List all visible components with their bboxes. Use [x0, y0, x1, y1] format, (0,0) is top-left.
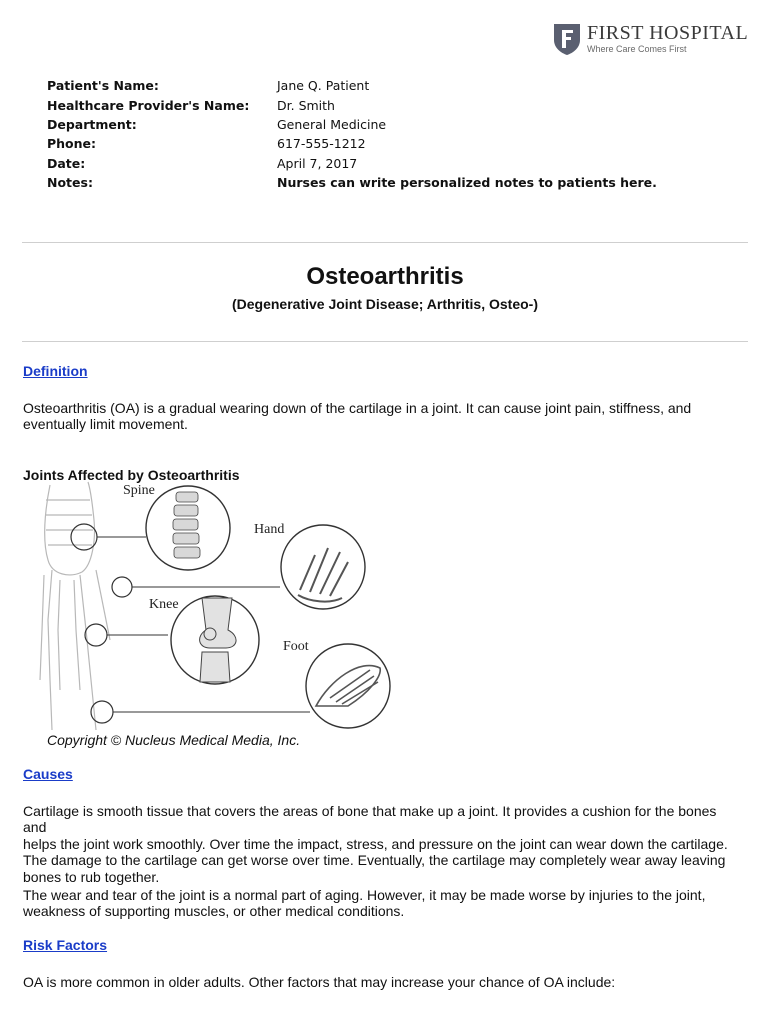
divider [22, 242, 748, 243]
field-label: Patient's Name: [47, 78, 159, 94]
field-value [277, 175, 657, 190]
field-value: April 7, 2017 [277, 155, 358, 171]
spine-icon [173, 492, 200, 558]
field-label: Department: [47, 116, 137, 132]
shield-f-icon [553, 22, 581, 56]
causes-text-2 [23, 887, 743, 920]
field-label: Healthcare Provider's Name: [47, 97, 250, 113]
divider [22, 341, 748, 342]
notes-text: Nurses can write personalized notes to patients here. [277, 175, 657, 191]
text-line: OA is more common in older adults. Other factors that may increase your chance of OA include: [23, 974, 616, 990]
field-label: Notes: [47, 175, 93, 191]
text-line: The wear and tear of the joint is a normal part of aging. However, it may be made worse by injuries to the joint, [23, 887, 706, 903]
field-value: Jane Q. Patient [277, 78, 370, 94]
definition-link[interactable]: Definition [23, 363, 88, 379]
label-knee: Knee [149, 597, 179, 612]
label-hand: Hand [254, 522, 285, 537]
provider-name-row [47, 95, 657, 114]
patient-info [47, 76, 657, 192]
page-subtitle: (Degenerative Joint Disease; Arthritis, Osteo-) [231, 296, 538, 312]
label-foot: Foot [283, 639, 309, 654]
text-line: helps the joint work smoothly. Over time the impact, stress, and pressure on the joint can wear down the cartilage. [23, 835, 728, 852]
label-spine: Spine [123, 483, 155, 498]
field-value: General Medicine [277, 116, 387, 132]
text-line: Osteoarthritis (OA) is a gradual wearing down of the cartilage in a joint. It can cause joint pain, stiffness, and [23, 400, 692, 416]
text-line: Cartilage is smooth tissue that covers the areas of bone that make up a joint. It provides a cushion for the bones and [23, 803, 717, 836]
logo-tagline: Where Care Comes First [587, 44, 687, 54]
page-title: Osteoarthritis [306, 263, 464, 290]
hospital-logo [553, 22, 748, 56]
causes-text [23, 803, 743, 885]
field-label: Date: [47, 155, 86, 171]
text-line: The damage to the cartilage can get worse over time. Eventually, the cartilage may completely wear away leaving [23, 852, 726, 869]
field-value: 617-555-1212 [277, 136, 366, 152]
causes-link[interactable]: Causes [23, 766, 73, 782]
risk-factors-link[interactable]: Risk Factors [23, 937, 108, 953]
figure-caption: Copyright © Nucleus Medical Media, Inc. [47, 732, 301, 748]
risk-factors-intro [23, 974, 743, 990]
joints-illustration [30, 480, 410, 730]
field-value: Dr. Smith [277, 97, 335, 113]
patient-name-row [47, 76, 657, 95]
department-row [47, 115, 657, 134]
notes-row [47, 173, 657, 192]
phone-row [47, 134, 657, 153]
date-row [47, 154, 657, 173]
definition-text [23, 400, 743, 433]
skeleton-icon [40, 482, 110, 730]
field-label: Phone: [47, 136, 97, 152]
text-line: eventually limit movement. [23, 416, 188, 433]
text-line: bones to rub together. [23, 868, 160, 885]
text-line: weakness of supporting muscles, or other medical conditions. [23, 903, 405, 920]
logo-title: FIRST HOSPITAL [587, 22, 749, 44]
figure-heading: Joints Affected by Osteoarthritis [23, 467, 240, 483]
